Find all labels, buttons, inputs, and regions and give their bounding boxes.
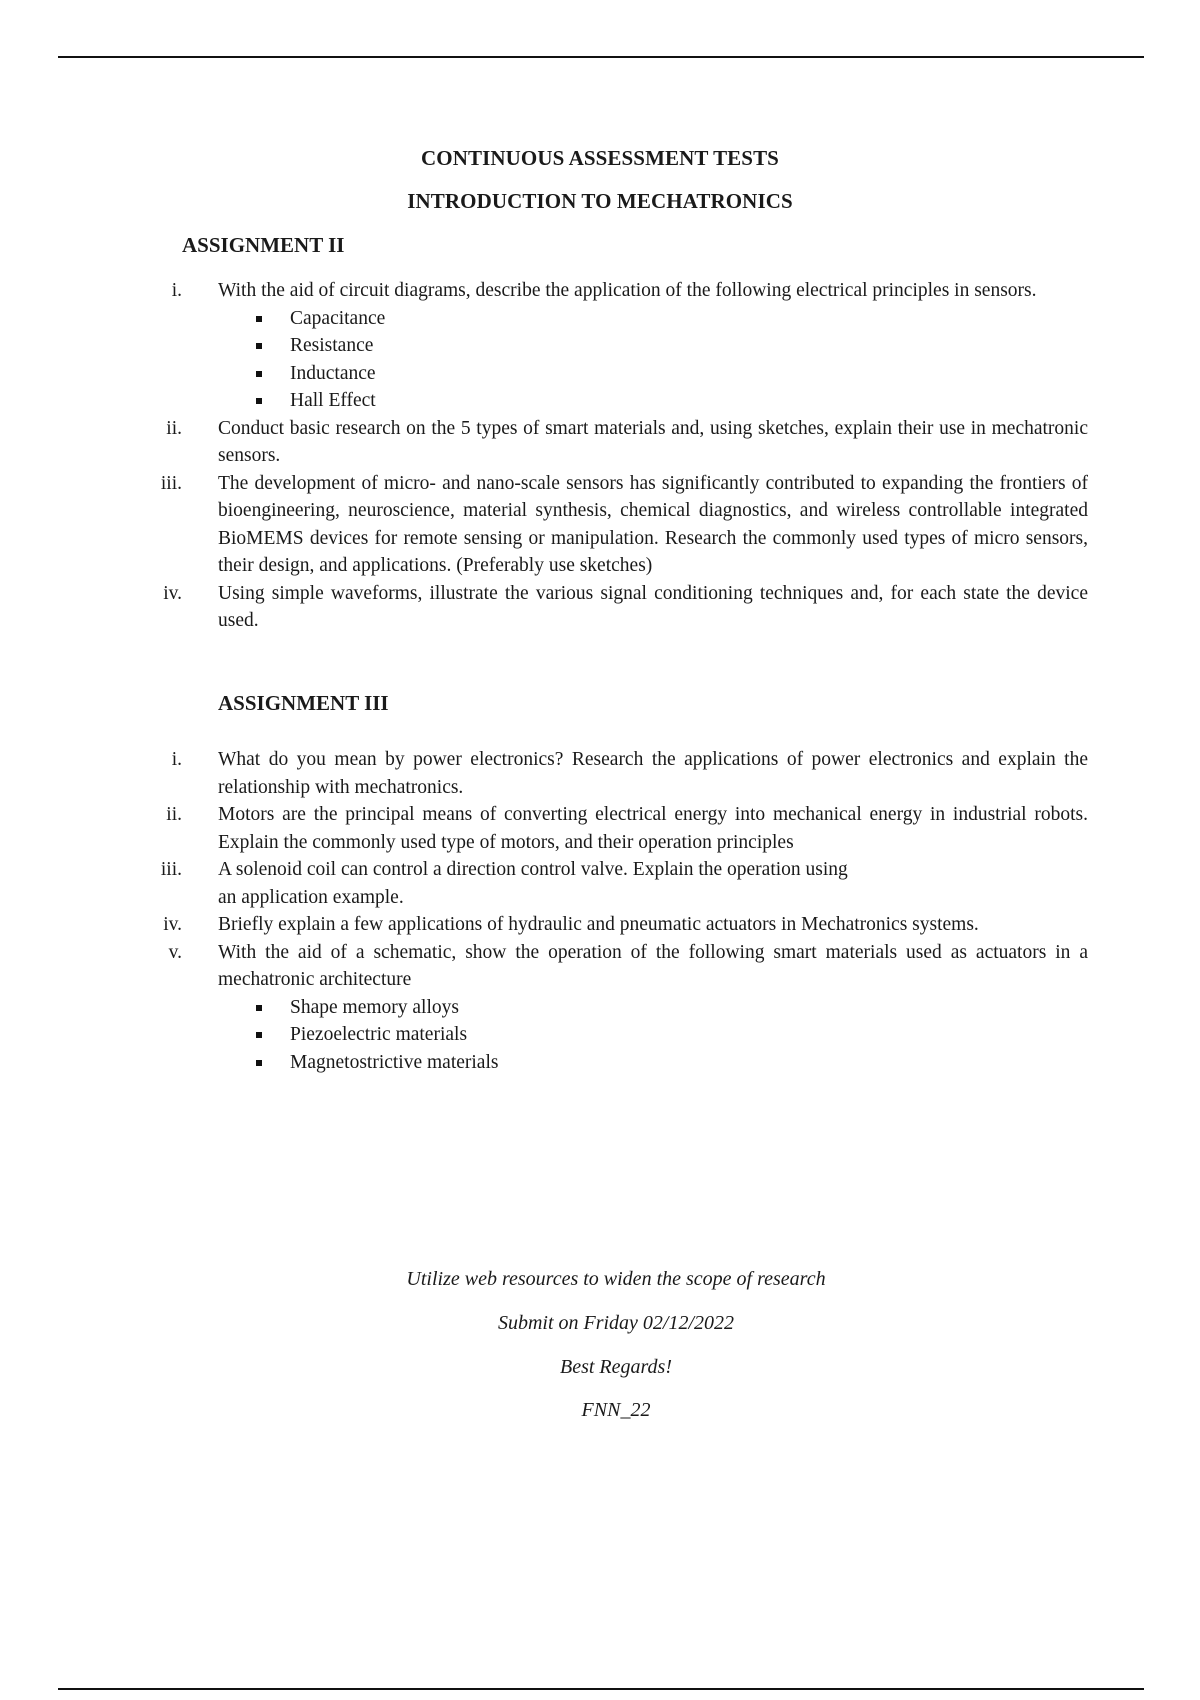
question-number: iii. xyxy=(160,472,182,494)
question-number: i. xyxy=(171,280,182,301)
question-text: Briefly explain a few applications of hydraulic and pneumatic actuators in Mechatronics systems. xyxy=(218,914,979,935)
bullet-text: Resistance xyxy=(290,335,374,356)
bullet-list xyxy=(218,994,1088,1077)
question-item xyxy=(0,580,1088,635)
question-number: iii. xyxy=(160,859,182,880)
question-item xyxy=(0,277,1088,415)
bullet-square-icon xyxy=(256,343,262,349)
bullet-text: Shape memory alloys xyxy=(290,996,459,1018)
question-text: With the aid of a schematic, show the operation of the following smart materials used as actuators in a mechatronic architecture xyxy=(218,941,1088,990)
assignment-3-questions xyxy=(0,746,1200,1076)
closing-note: Utilize web resources to widen the scope of research xyxy=(406,1268,826,1290)
question-text: With the aid of circuit diagrams, describe the application of the following electrical principles in sensors. xyxy=(218,280,1037,301)
question-text-line-2: an application example. xyxy=(218,886,404,908)
regards-text: Best Regards! xyxy=(559,1356,672,1378)
bullet-text: Magnetostrictive materials xyxy=(290,1051,499,1073)
signature: FNN_22 xyxy=(581,1399,651,1421)
question-text: Motors are the principal means of converting electrical energy into mechanical energy in industrial robots. Explain the commonly used type of motors, and their operation principles xyxy=(218,804,1088,853)
question-item xyxy=(0,415,1088,470)
question-number: iv. xyxy=(163,914,182,935)
bullet-item xyxy=(218,994,1088,1022)
question-item xyxy=(0,470,1088,580)
bullet-item xyxy=(218,1021,1088,1049)
bullet-square-icon xyxy=(256,1060,262,1066)
assignment-2-title: ASSIGNMENT II xyxy=(182,233,345,257)
bullet-list xyxy=(218,305,1088,415)
document-title: CONTINUOUS ASSESSMENT TESTS xyxy=(421,146,779,170)
question-text: Conduct basic research on the 5 types of smart materials and, using sketches, explain their use in mechatronic sensors. xyxy=(218,417,1088,466)
bullet-square-icon xyxy=(256,316,262,322)
question-item xyxy=(0,939,1088,1077)
question-item xyxy=(0,856,1088,911)
question-number: iv. xyxy=(163,582,182,604)
question-number: i. xyxy=(171,749,182,770)
bullet-text: Piezoelectric materials xyxy=(290,1024,468,1045)
question-item xyxy=(0,801,1088,856)
bullet-item xyxy=(218,305,1088,333)
document-subtitle: INTRODUCTION TO MECHATRONICS xyxy=(407,189,793,213)
bullet-item xyxy=(218,360,1088,388)
question-text-line-1: A solenoid coil can control a direction control valve. Explain the operation using xyxy=(218,859,848,880)
question-item xyxy=(0,746,1088,801)
bullet-text: Inductance xyxy=(290,362,376,384)
bullet-text: Hall Effect xyxy=(290,390,376,411)
question-text: Using simple waveforms, illustrate the various signal conditioning techniques and, for each state the device used. xyxy=(218,582,1088,631)
question-number: v. xyxy=(168,941,182,963)
bullet-text: Capacitance xyxy=(290,307,386,329)
assignment-3-title: ASSIGNMENT III xyxy=(218,691,389,715)
question-item xyxy=(0,911,1088,939)
bullet-square-icon xyxy=(256,398,262,404)
bullet-item xyxy=(218,1049,1088,1077)
bullet-square-icon xyxy=(256,371,262,377)
top-rule xyxy=(58,56,1144,58)
question-number: ii. xyxy=(166,417,182,439)
question-text: What do you mean by power electronics? Research the applications of power electronics and explain the relationship with mechatronics. xyxy=(218,749,1088,798)
bullet-item xyxy=(218,332,1088,360)
bullet-square-icon xyxy=(256,1032,262,1038)
question-text: The development of micro- and nano-scale sensors has significantly contributed to expanding the frontiers of bioengineering, neuroscience, material synthesis, chemical diagnostics, and wireless controllable integrated BioMEMS devices for remote sensing or manipulation. Research the commonly used types of micro sensors, their design, and applications. (Preferably use sketches) xyxy=(218,472,1088,576)
question-number: ii. xyxy=(166,804,182,825)
submission-date: Submit on Friday 02/12/2022 xyxy=(497,1312,735,1334)
bullet-item xyxy=(218,387,1088,415)
bullet-square-icon xyxy=(256,1005,262,1011)
assignment-2-questions xyxy=(0,277,1200,635)
bottom-rule xyxy=(58,1688,1144,1690)
